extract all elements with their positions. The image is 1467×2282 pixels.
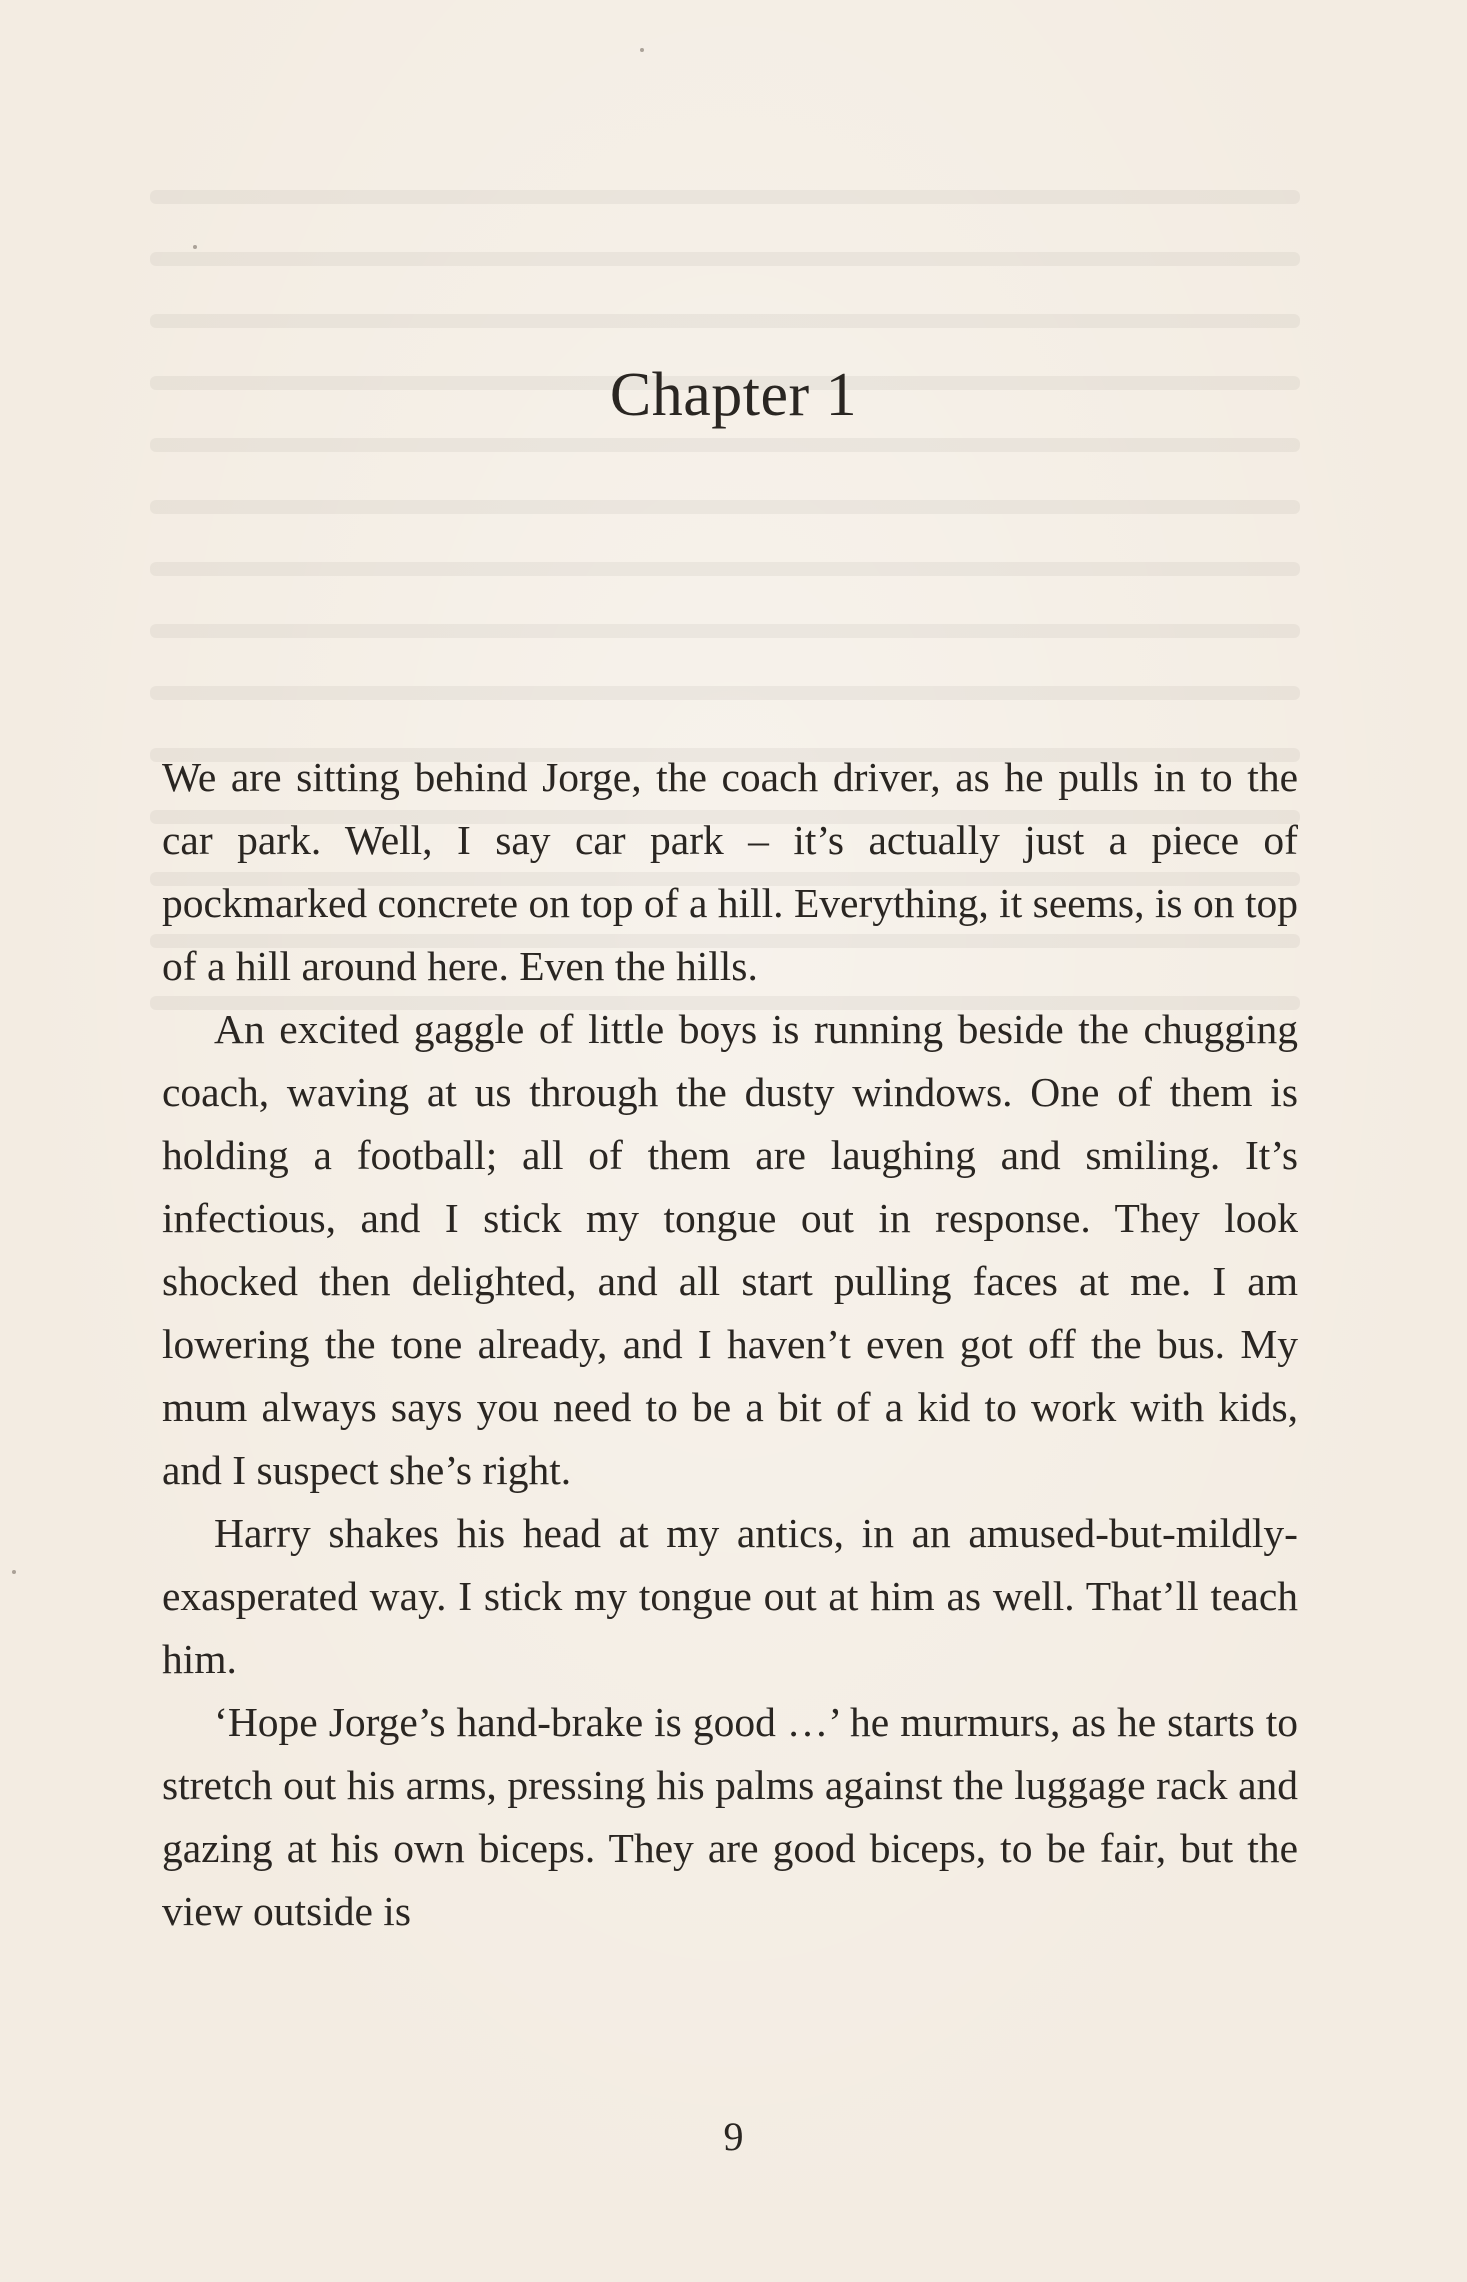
paragraph: We are sitting behind Jorge, the coach driver, as he pulls in to the car park. Well, I say car park – it’s actually just a piece of pockmarked concrete on top of a hill. Everything, it seems, is on top of a hill around here. Even the hills. [162, 754, 1298, 989]
paragraph: Harry shakes his head at my antics, in an amused-but-mildly-exasperated way. I stick my tongue out at him as well. That’ll teach him. [162, 1510, 1298, 1682]
chapter-body [162, 746, 1298, 1943]
paper-speck [12, 1570, 16, 1574]
paper-speck [640, 48, 644, 52]
chapter-title: Chapter 1 [609, 361, 858, 429]
paragraph: An excited gaggle of little boys is running beside the chugging coach, waving at us through the dusty windows. One of them is holding a football; all of them are laughing and smiling. It’s infectious, and I stick my tongue out in response. They look shocked then delighted, and all start pulling faces at me. I am lowering the tone already, and I haven’t even got off the bus. My mum always says you need to be a bit of a kid to work with kids, and I suspect she’s right. [162, 1006, 1298, 1493]
paragraph: ‘Hope Jorge’s hand-brake is good …’ he murmurs, as he starts to stretch out his arms, pressing his palms against the luggage rack and gazing at his own biceps. They are good biceps, to be fair, but the view outside is [162, 1699, 1298, 1934]
page-number: 9 [723, 2114, 744, 2159]
paper-speck [193, 245, 197, 249]
